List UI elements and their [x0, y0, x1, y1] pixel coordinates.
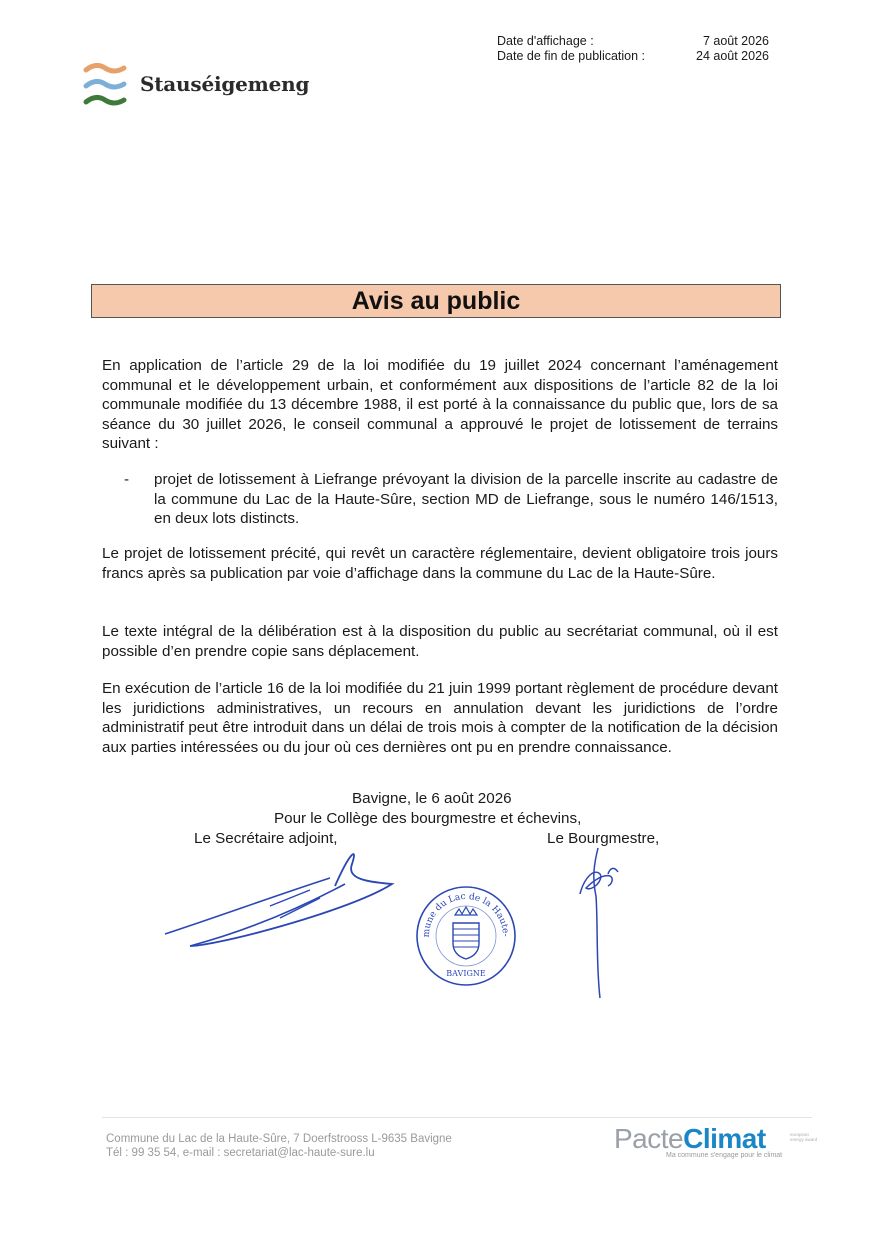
- seal-text-top: Commune du Lac de la Haute-Sûre: [410, 878, 511, 938]
- pacte-climat-logo: [614, 1124, 782, 1159]
- notice-title: Avis au public: [351, 286, 521, 315]
- mayor-signature-icon: [572, 844, 632, 1004]
- paragraph-legal-basis: En application de l’article 29 de la loi modifiée du 19 juillet 2024 concernant l’aménagement communal et le développement urbain, et conformément aux dispositions de l’article 82 de la loi communale modifiée du 13 décembre 1988, il est porté à la connaissance du public que, lors de sa séance du 30 juillet 2026, le conseil communal a approuvé le projet de lotissement de terrains suivant :: [102, 357, 778, 453]
- publication-dates: [497, 34, 769, 64]
- footer-address: Commune du Lac de la Haute-Sûre, 7 Doerfstrooss L-9635 Bavigne: [106, 1133, 452, 1145]
- place-date: Bavigne, le 6 août 2026: [352, 790, 512, 807]
- pacte-climat-wordmark: [614, 1124, 782, 1154]
- bullet-text: projet de lotissement à Liefrange prévoyant la division de la parcelle inscrite au cadastre de la commune du Lac de la Haute-Sûre, section MD de Liefrange, sous le numéro 146/1513, en deux lots distincts.: [154, 471, 778, 528]
- display-date-value: 7 août 2026: [702, 34, 769, 48]
- seal-text-bottom: BAVIGNE: [446, 969, 486, 978]
- mayor-title: Le Bourgmestre,: [547, 830, 660, 847]
- pacte-tagline: Ma commune s'engage pour le climat: [666, 1152, 783, 1159]
- eu-energy-award-label: european energy award: [790, 1132, 818, 1142]
- secretary-title: Le Secrétaire adjoint,: [194, 830, 338, 847]
- pacte-bold: Climat: [683, 1123, 766, 1154]
- logo-text: Stauséigemeng: [140, 72, 310, 96]
- municipal-seal-icon: [410, 878, 517, 987]
- footer-contact: [106, 1132, 452, 1160]
- paragraph-consultation: Le texte intégral de la délibération est à la disposition du public au secrétariat communal, où il est possible d’en prendre copie sans déplacement.: [102, 623, 778, 660]
- secretary-signature-icon: [160, 846, 400, 951]
- title-band: [91, 284, 781, 318]
- paragraph-appeal: En exécution de l’article 16 de la loi modifiée du 21 juin 1999 portant règlement de procédure devant les juridictions administratives, un recours en annulation devant les juridictions de l’ordre administratif peut être introduit dans un délai de trois mois à compter de la notification de la décision aux parties intéressées ou du jour où ces dernières ont pu en prendre connaissance.: [102, 680, 778, 756]
- display-date-label: Date d'affichage :: [497, 34, 594, 48]
- bullet-dash: -: [124, 471, 130, 488]
- footer-phone-email: Tél : 99 35 54, e-mail : secretariat@lac-haute-sure.lu: [106, 1147, 375, 1159]
- display-date-row: [497, 34, 769, 49]
- footer-divider: [102, 1117, 812, 1118]
- pacte-light: Pacte: [614, 1123, 684, 1154]
- list-item: [124, 470, 778, 529]
- end-date-label: Date de fin de publication :: [497, 49, 646, 63]
- municipality-logo: [82, 60, 309, 108]
- end-date-value: 24 août 2026: [696, 49, 769, 63]
- paragraph-effect: Le projet de lotissement précité, qui revêt un caractère réglementaire, devient obligatoire trois jours francs après sa publication par voie d’affichage dans la commune du Lac de la Haute-Sûre.: [102, 545, 778, 582]
- waves-logo-icon: [82, 60, 128, 108]
- college-line: Pour le Collège des bourgmestre et échevins,: [274, 810, 582, 827]
- end-date-row: [497, 49, 769, 64]
